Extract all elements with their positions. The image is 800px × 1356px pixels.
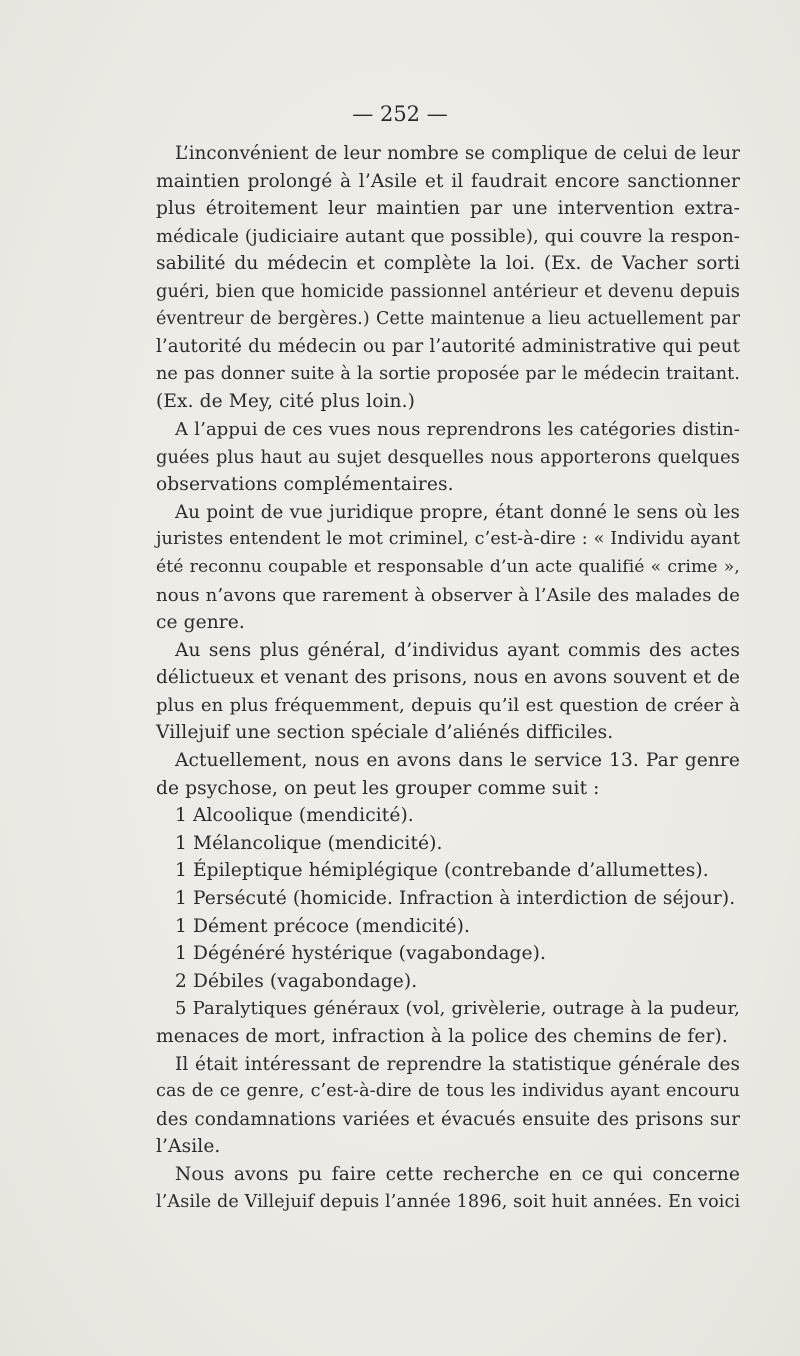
text-line: ce genre. xyxy=(156,612,245,634)
text-line: Nous avons pu faire cette recherche en ce qui concerne xyxy=(175,1163,740,1185)
text-line: 2 Débiles (vagabondage). xyxy=(175,970,418,992)
text-line: Au point de vue juridique propre, étant donné le sens où les xyxy=(175,501,740,523)
text-line: 1 Alcoolique (mendicité). xyxy=(175,805,414,827)
text-line: de psychose, on peut les grouper comme suit : xyxy=(156,777,600,799)
text-line: Il était intéressant de reprendre la statistique générale des xyxy=(175,1053,740,1075)
text-line: délictueux et venant des prisons, nous en avons souvent et de xyxy=(156,667,740,689)
text-line: maintien prolongé à l’Asile et il faudrait encore sanctionner xyxy=(156,170,740,192)
text-line: l’Asile de Villejuif depuis l’année 1896, soit huit années. En voici xyxy=(156,1191,741,1212)
text-line: (Ex. de Mey, cité plus loin.) xyxy=(156,391,415,413)
text-line: plus en plus fréquemment, depuis qu’il est question de créer à xyxy=(156,694,740,716)
text-line: sabilité du médecin et complète la loi. (Ex. de Vacher sorti xyxy=(156,253,740,275)
text-line: nous n’avons que rarement à observer à l’Asile des malades de xyxy=(156,584,740,606)
text-line: Au sens plus général, d’individus ayant commis des actes xyxy=(175,639,740,661)
text-line: 5 Paralytiques généraux (vol, grivèlerie, outrage à la pudeur, xyxy=(175,998,740,1020)
text-line: observations complémentaires. xyxy=(156,474,454,496)
text-line: Actuellement, nous en avons dans le service 13. Par genre xyxy=(175,750,740,772)
text-line: L’inconvénient de leur nombre se complique de celui de leur xyxy=(175,143,740,164)
text-line: 1 Épileptique hémiplégique (contrebande d’allumettes). xyxy=(175,860,709,882)
text-line: 1 Mélancolique (mendicité). xyxy=(175,832,443,854)
text-line: cas de ce genre, c’est-à-dire de tous les individus ayant encouru xyxy=(156,1081,740,1102)
text-line: l’autorité du médecin ou par l’autorité administrative qui peut xyxy=(156,336,740,358)
text-line: l’Asile. xyxy=(156,1136,221,1158)
text-line: guéri, bien que homicide passionnel antérieur et devenu depuis xyxy=(156,280,740,302)
text-line: guées plus haut au sujet desquelles nous apporterons quelques xyxy=(156,446,740,468)
text-line: juristes entendent le mot criminel, c’est-à-dire : « Individu ayant xyxy=(156,529,740,550)
text-line: A l’appui de ces vues nous reprendrons les catégories distin- xyxy=(175,418,740,440)
text-line: 1 Dément précoce (mendicité). xyxy=(175,915,470,937)
text-line: Villejuif une section spéciale d’aliénés difficiles. xyxy=(156,722,614,744)
text-line: 1 Persécuté (homicide. Infraction à interdiction de séjour). xyxy=(175,888,736,910)
text-line: éventreur de bergères.) Cette maintenue a lieu actuellement par xyxy=(156,308,740,329)
text-line: des condamnations variées et évacués ensuite des prisons sur xyxy=(156,1108,740,1130)
page-number: — 252 — xyxy=(352,102,448,126)
text-line: été reconnu coupable et responsable d’un acte qualifié « crime », xyxy=(156,556,740,577)
body-text xyxy=(156,140,740,1216)
text-line: médicale (judiciaire autant que possible), qui couvre la respon- xyxy=(156,225,740,247)
text-line: plus étroitement leur maintien par une intervention extra- xyxy=(156,198,740,220)
text-line: ne pas donner suite à la sortie proposée par le médecin traitant. xyxy=(156,363,740,384)
text-line: menaces de mort, infraction à la police des chemins de fer). xyxy=(156,1026,728,1047)
text-line: 1 Dégénéré hystérique (vagabondage). xyxy=(175,943,547,965)
